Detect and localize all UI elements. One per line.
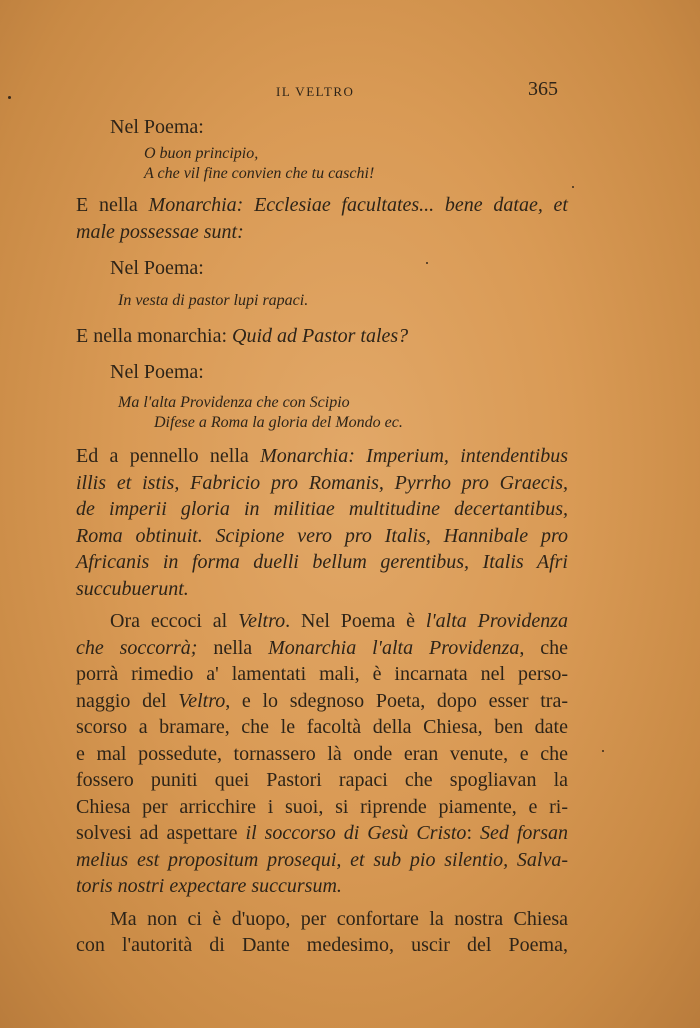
italic-term: che soccorrà; <box>76 636 198 659</box>
text-line: Chiesa per arricchire i suoi, si riprende piamente, e ri- <box>76 795 568 818</box>
italic-term: Monarchia l'alta Providenza <box>268 636 520 659</box>
latin-quote: de imperii gloria in militiae multitudine decertantibus, <box>76 498 568 520</box>
text-line <box>76 635 568 662</box>
latin-quote: toris nostri expectare succursum. <box>76 875 342 897</box>
verse-line: In vesta di pastor lupi rapaci. <box>118 292 309 309</box>
verse-line: Difese a Roma la gloria del Mondo ec. <box>154 414 403 431</box>
text-span: naggio del <box>76 689 179 712</box>
latin-quote: melius est propositum prosequi, et sub pio silentio, Salva- <box>76 848 568 871</box>
text-line <box>76 688 568 715</box>
latin-quote: illis et istis, Fabricio pro Romanis, Pyrrho pro Graecis, <box>76 471 568 494</box>
latin-quote: Sed forsan <box>480 822 569 844</box>
section-label: Nel Poema: <box>110 361 204 383</box>
paragraph <box>76 608 568 900</box>
text-line: Ma non ci è d'uopo, per confortare la nostra Chiesa <box>110 907 568 930</box>
verse-quote <box>76 291 568 311</box>
section-label: Nel Poema: <box>110 257 204 279</box>
ink-speck <box>602 750 604 752</box>
text-line: e mal possedute, tornassero là onde eran venute, e che <box>76 742 568 765</box>
text-span: E nella <box>76 194 149 216</box>
text-span: , che <box>519 636 568 659</box>
paragraph <box>76 192 568 245</box>
latin-quote: Quid ad Pastor tales? <box>232 325 409 347</box>
verse-quote <box>76 144 568 184</box>
text-line <box>76 608 568 635</box>
page-number: 365 <box>528 78 558 100</box>
text-line <box>76 820 568 847</box>
latin-quote: succubuerunt. <box>76 577 189 600</box>
verse-line: Ma l'alta Providenza che con Scipio <box>118 394 350 411</box>
text-line: fossero puniti quei Pastori rapaci che spogliavan la <box>76 769 568 791</box>
text-span: , e lo sdegnoso Poeta, dopo esser tra- <box>225 689 568 712</box>
text-span: : <box>466 822 480 844</box>
running-title: IL VELTRO <box>276 84 355 99</box>
paragraph <box>76 443 568 602</box>
ink-speck <box>572 186 574 188</box>
verse-quote <box>76 393 568 433</box>
paragraph <box>76 906 568 959</box>
italic-term: l'alta Providenza <box>425 610 568 632</box>
latin-quote: Monarchia: Ecclesiae facultates... bene datae, et <box>148 194 568 216</box>
paragraph <box>76 321 568 351</box>
text-line <box>76 873 568 900</box>
text-line: con l'autorità di Dante medesimo, uscir del Poema, <box>76 934 568 956</box>
italic-term: il soccorso di Gesù Cristo <box>245 822 467 844</box>
text-span: . Nel Poema è <box>285 610 426 632</box>
text-span: E nella monarchia: <box>76 325 233 347</box>
latin-quote: Roma obtinuit. Scipione vero pro Italis, Hannibale pro <box>76 524 568 547</box>
text-line <box>76 523 568 550</box>
section-label: Nel Poema: <box>110 116 204 138</box>
text-span: Ed a pennello nella <box>76 445 261 467</box>
latin-quote: Africanis in forma duelli bellum gerentibus, Italis Afri <box>76 551 568 573</box>
text-line <box>76 470 568 497</box>
text-line <box>76 576 568 603</box>
latin-quote: male possessae sunt: <box>76 220 244 243</box>
verse-line: A che vil fine convien che tu caschi! <box>144 165 375 182</box>
verse-line: O buon principio, <box>144 145 259 162</box>
text-line <box>76 443 568 470</box>
text-line <box>76 549 568 576</box>
italic-term: Veltro <box>178 689 226 712</box>
latin-quote: Monarchia: Imperium, intendentibus <box>260 445 568 467</box>
ink-speck <box>426 262 428 264</box>
page-header <box>0 78 700 102</box>
text-line: scorso a bramare, che le facoltà della Chiesa, ben date <box>76 716 568 738</box>
text-line: porrà rimedio a' lamentati mali, è incarnata nel perso- <box>76 663 568 685</box>
text-line <box>76 496 568 523</box>
page-body <box>76 112 568 959</box>
text-line <box>76 219 568 246</box>
text-span: nella <box>197 636 269 659</box>
text-span: Ora eccoci al <box>110 610 239 632</box>
text-line <box>76 847 568 874</box>
italic-term: Veltro <box>238 610 286 632</box>
ink-speck <box>8 96 11 99</box>
text-line <box>76 192 568 219</box>
text-span: solvesi ad aspettare <box>76 822 246 844</box>
